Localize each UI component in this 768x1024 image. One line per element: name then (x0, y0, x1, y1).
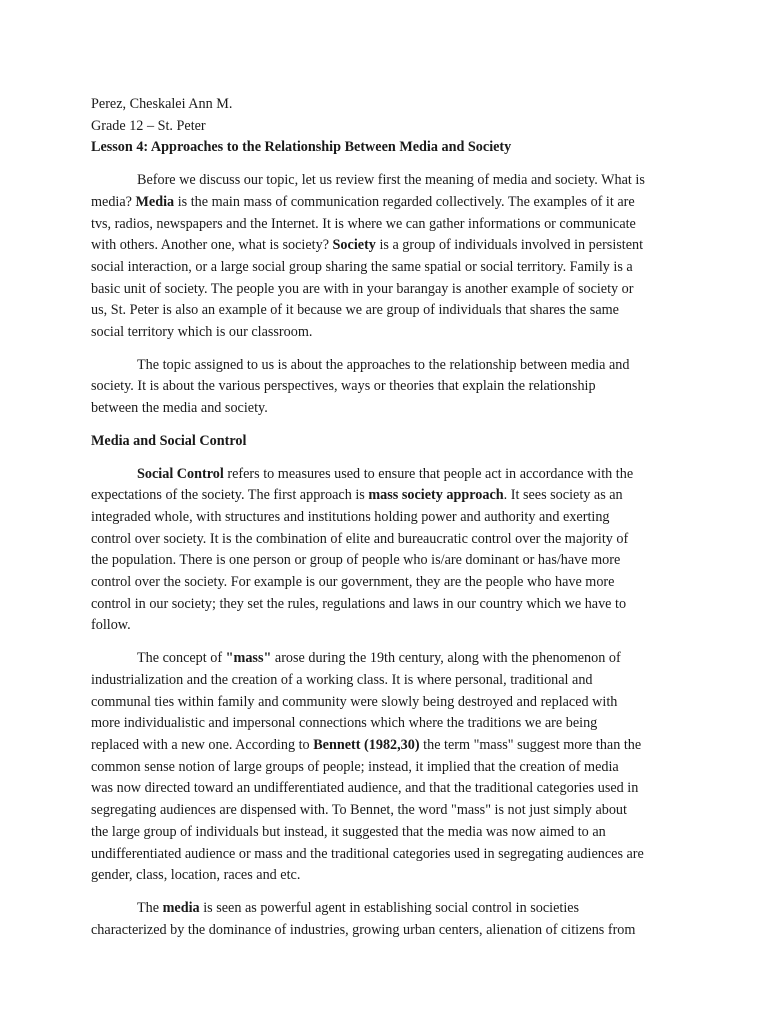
text-line: control in our society; they set the rules, regulations and laws in our country which we have to (91, 595, 627, 612)
text-line (91, 464, 680, 486)
text-run: refers to measures used to ensure that people act in accordance with the (227, 465, 634, 482)
paragraph-media-society (91, 170, 680, 344)
text-line: undifferentiated audience or mass and the traditional categories used in segregating audiences are (91, 845, 644, 862)
section-heading: Media and Social Control (91, 432, 247, 449)
text-line: the population. There is one person or group of people who is/are dominant or has/have more (91, 552, 621, 569)
term-media: Media (135, 193, 175, 210)
text-line: more individualistic and impersonal connections which where the traditions we are being (91, 715, 598, 732)
text-run: The (137, 899, 160, 916)
text-line: Before we discuss our topic, let us review first the meaning of media and society. What is (137, 172, 645, 189)
text-run: the term "mass" suggest more than the (423, 736, 642, 753)
text-line: us, St. Peter is also an example of it because we are group of individuals that shares the same (91, 302, 619, 319)
text-line: The topic assigned to us is about the approaches to the relationship between media and (137, 356, 630, 373)
paragraph-social-control (91, 464, 680, 638)
text-line: integraded whole, with structures and institutions holding power and authority and exerting (91, 508, 610, 525)
text-line: gender, class, location, races and etc. (91, 867, 301, 884)
text-line: industrialization and the creation of a working class. It is where personal, traditional and (91, 671, 593, 688)
text-run: The concept of (137, 650, 223, 667)
text-line: common sense notion of large groups of people; instead, it implied that the creation of media (91, 758, 619, 775)
text-line: basic unit of society. The people you are with in your barangay is another example of society or (91, 280, 634, 297)
document-header (91, 94, 680, 159)
citation-bennett: Bennett (1982,30) (313, 736, 420, 753)
paragraph-topic (91, 355, 680, 420)
text-run: expectations of the society. The first approach is (91, 487, 365, 504)
text-line (91, 235, 680, 257)
text-line: segregating audiences are dispensed with. To Bennet, the word "mass" is not just simply about (91, 802, 627, 819)
text-line: control over the society. For example is our government, they are the people who have more (91, 574, 615, 591)
text-line: social interaction, or a large social group sharing the same spatial or social territory. Family is a (91, 258, 633, 275)
text-line: social territory which is our classroom. (91, 324, 313, 341)
text-run: is the main mass of communication regarded collectively. The examples of it are (177, 193, 635, 210)
text-line: tvs, radios, newspapers and the Internet. It is where we can gather informations or communicate (91, 215, 636, 232)
text-line: follow. (91, 617, 131, 634)
text-line (91, 735, 680, 757)
text-line: characterized by the dominance of industries, growing urban centers, alienation of citizens from (91, 921, 636, 938)
text-run: . It sees society as an (503, 487, 623, 504)
text-line: communal ties within family and community were slowly being destroyed and replaced with (91, 693, 618, 710)
text-line: control over society. It is the combination of elite and bureaucratic control over the majority of (91, 530, 629, 547)
term-mass-society-approach: mass society approach (368, 487, 504, 504)
text-run: arose during the 19th century, along with the phenomenon of (274, 650, 621, 667)
paragraph-media-agent (91, 898, 680, 941)
text-line: between the media and society. (91, 400, 268, 417)
text-run: with others. Another one, what is society? (91, 237, 329, 254)
text-line: society. It is about the various perspectives, ways or theories that explain the relationship (91, 378, 596, 395)
text-line (91, 192, 680, 214)
term-mass: "mass" (225, 650, 272, 667)
term-media: media (162, 899, 200, 916)
text-run: media? (91, 193, 132, 210)
author-name: Perez, Cheskalei Ann M. (91, 96, 233, 112)
text-line (91, 485, 680, 507)
text-run: replaced with a new one. According to (91, 736, 310, 753)
text-run: is a group of individuals involved in persistent (379, 237, 644, 254)
lesson-title: Lesson 4: Approaches to the Relationship Between Media and Society (91, 139, 512, 156)
text-line (91, 898, 680, 920)
grade-section: Grade 12 – St. Peter (91, 117, 206, 134)
text-line: the large group of individuals but instead, it suggested that the media was now aimed to an (91, 823, 606, 840)
term-society: Society (332, 237, 376, 254)
paragraph-concept-of-mass (91, 648, 680, 887)
text-line (91, 648, 680, 670)
text-run: is seen as powerful agent in establishing social control in societies (203, 899, 580, 916)
term-social-control: Social Control (137, 465, 224, 482)
text-line: was now directed toward an undifferentiated audience, and that the traditional categories used in (91, 780, 639, 797)
